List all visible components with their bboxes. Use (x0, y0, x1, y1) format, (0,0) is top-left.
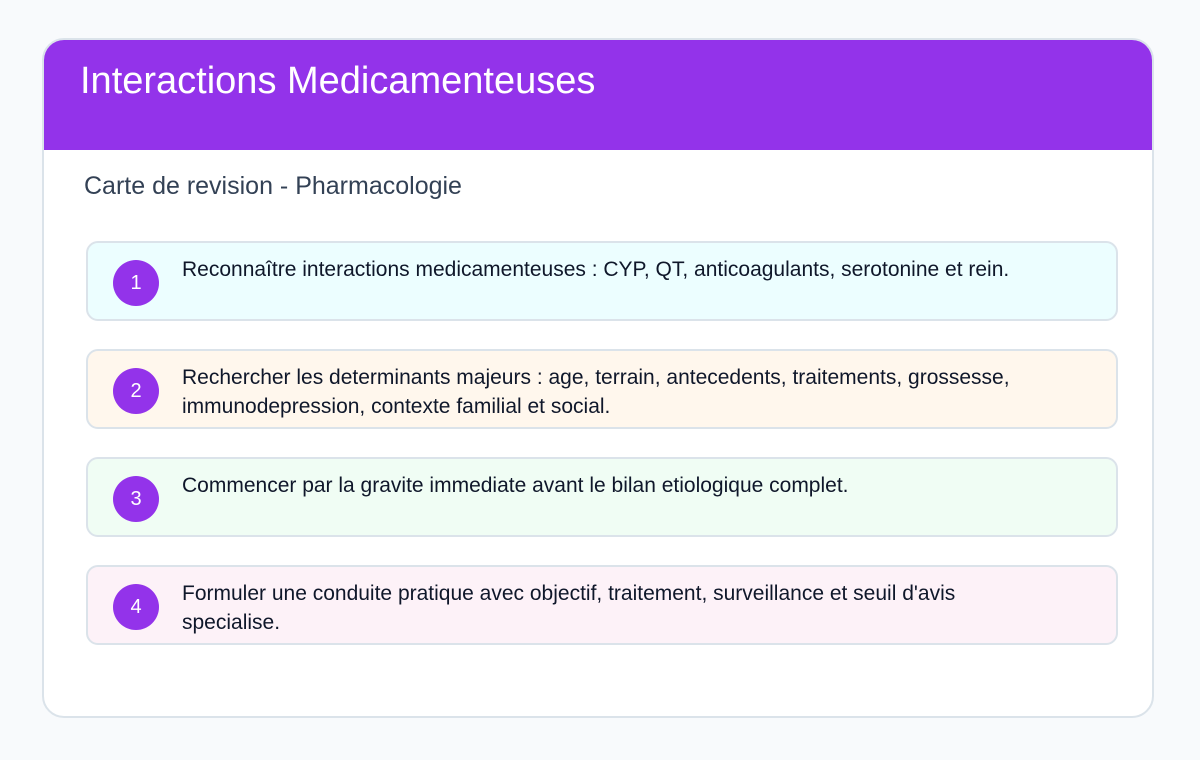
list-item-4 (86, 565, 1118, 645)
list-item-1 (86, 241, 1118, 321)
card-header (44, 40, 1152, 150)
card-subtitle: Carte de revision - Pharmacologie (84, 172, 462, 200)
item-number-badge: 1 (113, 260, 159, 306)
item-text: Reconnaître interactions medicamenteuses : CYP, QT, anticoagulants, serotonine et rein. (182, 258, 1010, 281)
item-text: Formuler une conduite pratique avec objectif, traitement, surveillance et seuil d'avis specialise. (182, 582, 956, 634)
item-number-badge: 4 (113, 584, 159, 630)
card-title: Interactions Medicamenteuses (80, 60, 596, 102)
item-text: Rechercher les determinants majeurs : age, terrain, antecedents, traitements, grossesse, immunodepression, contexte familial et social. (182, 366, 1010, 418)
item-number-badge: 2 (113, 368, 159, 414)
list-item-2 (86, 349, 1118, 429)
item-text: Commencer par la gravite immediate avant le bilan etiologique complet. (182, 474, 849, 497)
revision-card (42, 38, 1154, 718)
list-item-3 (86, 457, 1118, 537)
item-number-badge: 3 (113, 476, 159, 522)
